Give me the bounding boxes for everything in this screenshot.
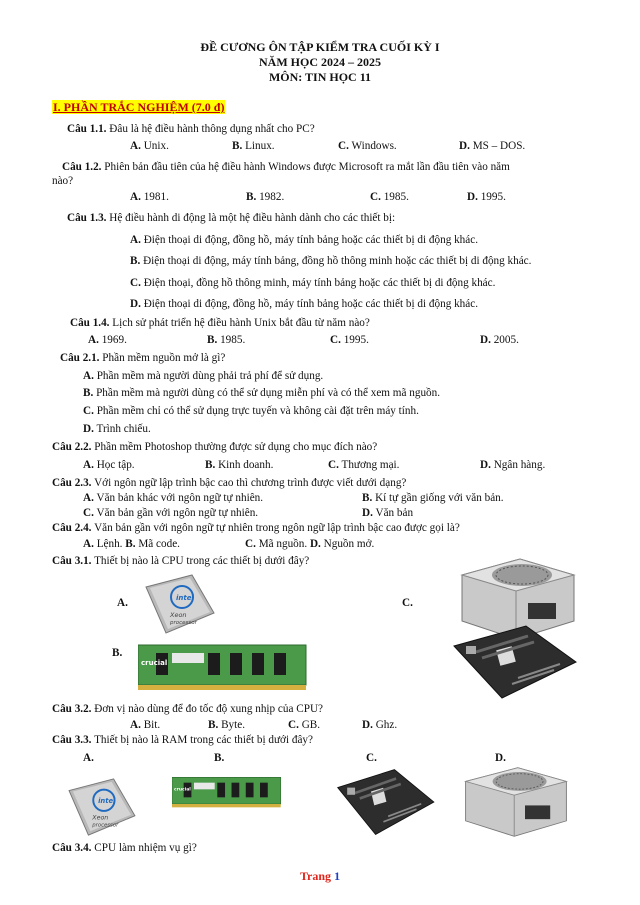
option-a: A. bbox=[117, 597, 128, 609]
option-d: D. MS – DOS. bbox=[459, 140, 526, 152]
option-a: A. Văn bản khác với ngôn ngữ tự nhiên. bbox=[83, 492, 264, 504]
option-c: C. Phần mềm chỉ có thể sử dụng trực tuyến và không cài đặt trên máy tính. bbox=[83, 405, 419, 417]
option-c: C. Thương mại. bbox=[328, 459, 400, 471]
question-1-2-cont: nào? bbox=[52, 175, 74, 187]
option-a: A. 1969. bbox=[88, 334, 127, 346]
page-number: 1 bbox=[334, 869, 341, 883]
question-2-3: Câu 2.3. Với ngôn ngữ lập trình bậc cao thì chương trình được viết dưới dạng? bbox=[52, 477, 407, 489]
option-b: B. 1982. bbox=[246, 191, 285, 203]
option-a: A. 1981. bbox=[130, 191, 169, 203]
svg-text:processor: processor bbox=[92, 822, 119, 829]
option-a: A. Điện thoại di động, đồng hồ, máy tính bảng hoặc các thiết bị di động khác. bbox=[130, 234, 478, 246]
question-2-2: Câu 2.2. Phần mềm Photoshop thường được sử dụng cho mục đích nào? bbox=[52, 441, 378, 453]
question-number: Câu 1.1. bbox=[67, 123, 107, 135]
question-1-4: Câu 1.4. Lịch sử phát triển hệ điều hành Unix bắt đầu từ năm nào? bbox=[70, 317, 370, 329]
motherboard-image bbox=[333, 766, 437, 838]
svg-text:Xeon: Xeon bbox=[92, 814, 109, 822]
svg-text:crucial: crucial bbox=[141, 659, 168, 667]
option-c: C. 1985. bbox=[370, 191, 409, 203]
svg-text:processor: processor bbox=[170, 620, 197, 626]
question-1-1 bbox=[67, 123, 315, 136]
option-b: B. Phần mềm mà người dùng có thể sử dụng miễn phí và có thể xem mã nguồn. bbox=[83, 387, 441, 399]
question-2-4: Câu 2.4. Văn bản gần với ngôn ngữ tự nhiên trong ngôn ngữ lập trình bậc cao được gọi là? bbox=[52, 522, 460, 534]
option-c: C. bbox=[366, 752, 377, 764]
option-a: A. Lệnh. B. Mã code. bbox=[83, 538, 180, 550]
option-a: A. Unix. bbox=[130, 140, 169, 152]
question-3-2: Câu 3.2. Đơn vị nào dùng để đo tốc độ xung nhịp của CPU? bbox=[52, 703, 323, 715]
option-b: B. Linux. bbox=[232, 140, 275, 152]
option-b: B. Điện thoại di động, máy tính bảng, đồng hồ thông minh hoặc các thiết bị di động khác. bbox=[130, 255, 532, 267]
option-c: C. Điện thoại, đồng hồ thông minh, máy tính bảng hoặc các thiết bị di động khác. bbox=[130, 277, 496, 289]
cpu-image bbox=[140, 573, 218, 637]
page-label: Trang bbox=[299, 869, 332, 883]
question-1-3: Câu 1.3. Hệ điều hành di động là một hệ điều hành dành cho các thiết bị: bbox=[67, 212, 396, 224]
ram-image bbox=[138, 643, 308, 691]
cpu-image bbox=[62, 777, 140, 839]
cpu-brand: intel bbox=[176, 594, 194, 602]
option-d: D. 2005. bbox=[480, 334, 519, 346]
question-3-4: Câu 3.4. CPU làm nhiệm vụ gì? bbox=[52, 842, 197, 854]
option-c: C. GB. bbox=[288, 719, 321, 731]
section-heading: I. PHẦN TRẮC NGHIỆM (7.0 đ) bbox=[53, 100, 225, 114]
option-b: B. Kí tự gần giống với văn bản. bbox=[362, 492, 504, 504]
doc-title-line1: ĐỀ CƯƠNG ÔN TẬP KIỂM TRA CUỐI KỲ I bbox=[200, 40, 440, 54]
option-a: A. bbox=[83, 752, 94, 764]
power-supply-image bbox=[462, 766, 570, 838]
option-d: D. bbox=[495, 752, 506, 764]
option-b: B. bbox=[112, 647, 123, 659]
question-3-3: Câu 3.3. Thiết bị nào là RAM trong các thiết bị dưới đây? bbox=[52, 734, 313, 746]
page-footer bbox=[0, 869, 640, 883]
option-c: C. Mã nguồn. D. Nguồn mở. bbox=[245, 538, 375, 550]
question-2-1: Câu 2.1. Phần mềm nguồn mở là gì? bbox=[60, 352, 226, 364]
option-d: D. Trình chiếu. bbox=[83, 423, 151, 435]
option-b: B. Kinh doanh. bbox=[205, 459, 274, 471]
option-a: A. Học tập. bbox=[83, 459, 135, 471]
option-c: C. bbox=[402, 597, 413, 609]
option-c: C. Văn bản gần với ngôn ngữ tự nhiên. bbox=[83, 507, 259, 519]
svg-text:crucial: crucial bbox=[173, 787, 191, 793]
option-d: D. Điện thoại di động, đồng hồ, máy tính bảng hoặc các thiết bị di động khác. bbox=[130, 298, 478, 310]
option-b: B. Byte. bbox=[208, 719, 245, 731]
option-d: D. Ngân hàng. bbox=[480, 459, 546, 471]
option-d: D. 1995. bbox=[467, 191, 506, 203]
option-b: B. 1985. bbox=[207, 334, 246, 346]
question-1-2: Câu 1.2. Phiên bản đầu tiên của hệ điều hành Windows được Microsoft ra mắt lần đầu tiên vào năm bbox=[62, 161, 510, 173]
option-c: C. 1995. bbox=[330, 334, 369, 346]
svg-text:Xeon: Xeon bbox=[170, 611, 187, 619]
option-c: C. Windows. bbox=[338, 140, 397, 152]
ram-image bbox=[172, 776, 282, 808]
option-a: A. Phần mềm mà người dùng phải trả phí để sử dụng. bbox=[83, 370, 324, 382]
doc-title-line2: NĂM HỌC 2024 – 2025 bbox=[259, 55, 381, 69]
question-text: Đâu là hệ điều hành thông dụng nhất cho PC? bbox=[106, 123, 315, 135]
doc-title-line3: MÔN: TIN HỌC 11 bbox=[268, 70, 372, 84]
option-a: A. Bit. bbox=[130, 719, 161, 731]
option-d: D. Ghz. bbox=[362, 719, 398, 731]
question-3-1: Câu 3.1. Thiết bị nào là CPU trong các thiết bị dưới đây? bbox=[52, 555, 310, 567]
option-b: B. bbox=[214, 752, 225, 764]
motherboard-image bbox=[448, 622, 580, 702]
option-d: D. Văn bản bbox=[362, 507, 414, 519]
svg-text:intel: intel bbox=[98, 797, 116, 806]
